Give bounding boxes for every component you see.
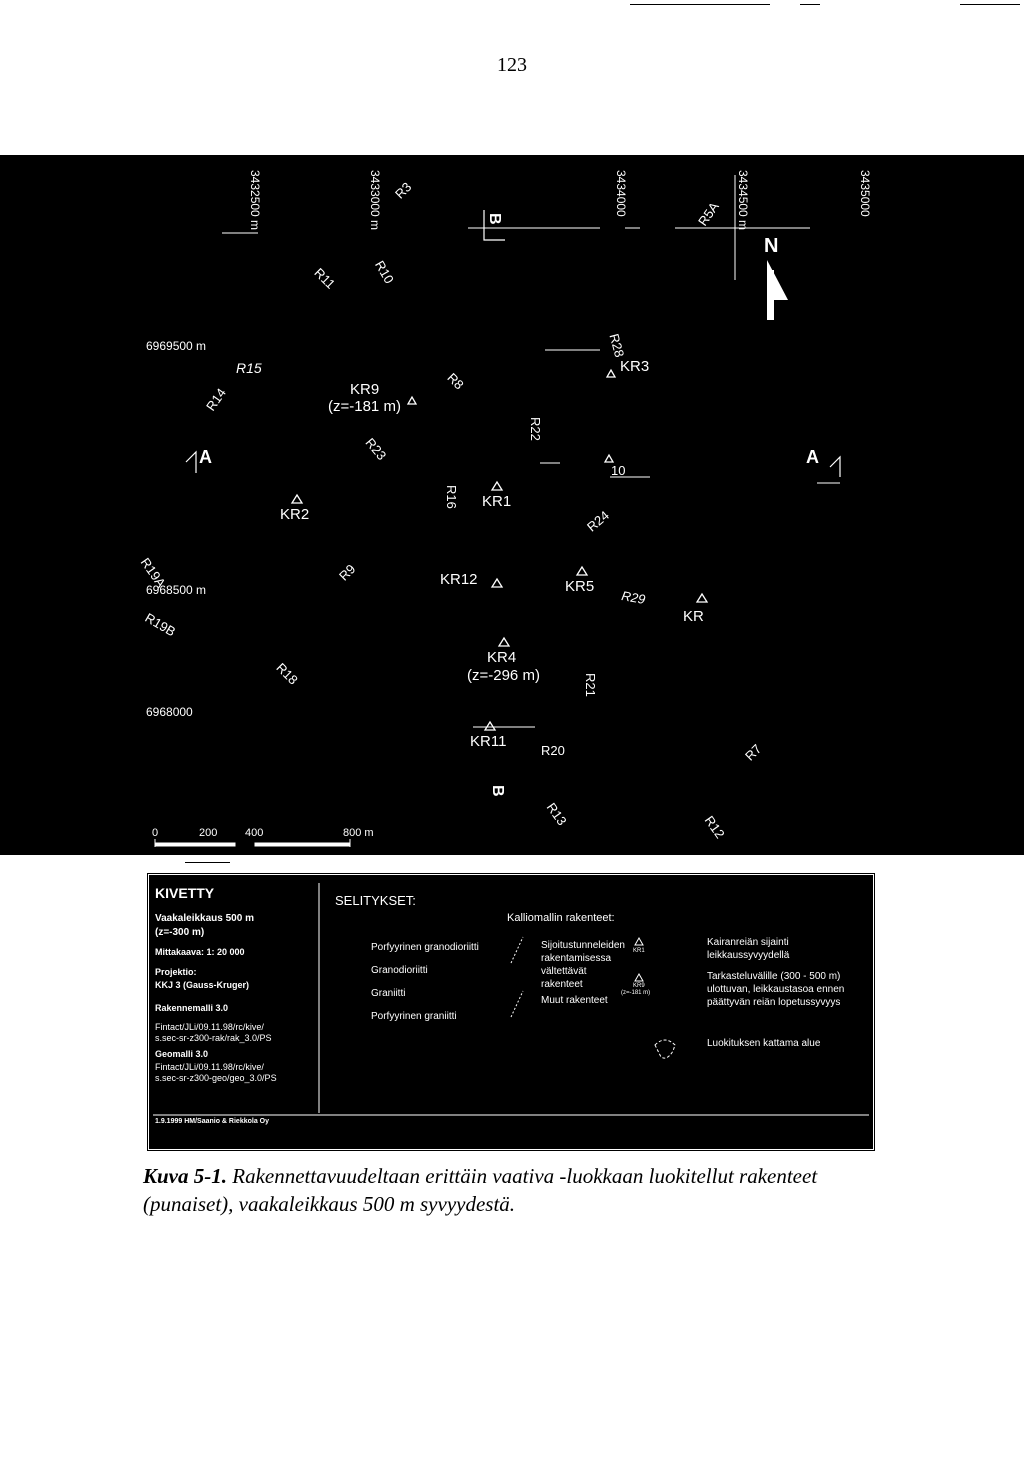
structure-r12: R12 xyxy=(701,813,728,842)
coord-x-1: 3432500 m xyxy=(248,170,262,231)
legend-path2b: s.sec-sr-z300-geo/geo_3.0/PS xyxy=(155,1073,277,1083)
coord-x-3: 3434000 xyxy=(614,170,628,217)
legend-symbol2-line1: Tarkasteluvälille (300 - 500 m) xyxy=(707,971,841,982)
legend-path2a: Fintact/JLi/09.11.98/rc/kive/ xyxy=(155,1062,264,1072)
kr9-triangle-icon xyxy=(408,397,416,404)
legend-title: KIVETTY xyxy=(155,885,215,901)
legend-selitykset: SELITYKSET: xyxy=(335,893,416,908)
structure-r9: R9 xyxy=(336,561,359,584)
borehole-kr9: KR9 xyxy=(350,381,380,398)
legend-rock-2: Granodioriitti xyxy=(371,965,428,976)
structure-r18: R18 xyxy=(273,660,301,688)
coord-y-2: 6968500 m xyxy=(146,583,207,597)
structure-r20: R20 xyxy=(541,743,565,758)
borehole-kr4: KR4 xyxy=(487,649,517,666)
legend-structures-title: Kalliomallin rakenteet: xyxy=(507,912,615,924)
legend-box xyxy=(147,873,875,1151)
legend-symbol2-tag: KR9 xyxy=(633,983,645,989)
legend-struct1-line1: Sijoitustunneleiden xyxy=(541,940,625,951)
section-a-left-arrow-icon xyxy=(186,452,196,473)
coord-y-3: 6968000 xyxy=(146,705,193,719)
kr-b-triangle-icon xyxy=(605,455,613,462)
legend-symbol2-line3: päättyvän reiän lopetussyvyys xyxy=(707,997,841,1008)
north-arrow-icon xyxy=(767,260,788,320)
structure-r3: R3 xyxy=(392,179,415,202)
borehole-kr11: KR11 xyxy=(470,733,507,750)
borehole-kr1: KR1 xyxy=(482,493,512,510)
legend-symbol1-line2: leikkaussyvyydellä xyxy=(707,950,790,961)
legend-rock-1: Porfyyrinen granodioriitti xyxy=(371,942,479,953)
north-label: N xyxy=(764,235,779,257)
caption-text: Rakennettavuudeltaan erittäin vaativa -luokkaan luokitellut rakenteet (punaiset), vaakaleikkaus 500 m syvyydestä. xyxy=(143,1164,818,1216)
structure-r14-legend-icon xyxy=(511,937,523,963)
top-rule-2 xyxy=(800,4,820,5)
legend-rock-4: Porfyyrinen graniitti xyxy=(371,1011,457,1022)
legend-subtitle: Vaakaleikkaus 500 m xyxy=(155,913,254,924)
legend-scale: Mittakaava: 1: 20 000 xyxy=(155,947,245,957)
legend-symbol2-sub: (z=-181 m) xyxy=(621,990,651,996)
kr1-triangle-icon xyxy=(492,482,502,490)
structure-r8: R8 xyxy=(444,370,467,393)
legend-depth: (z=-300 m) xyxy=(155,927,205,938)
legend-path1b: s.sec-sr-z300-rak/rak_3.0/PS xyxy=(155,1033,272,1043)
map-graphics xyxy=(0,155,1024,855)
figure-caption xyxy=(143,1162,883,1218)
borehole-kr: KR xyxy=(683,608,704,625)
section-b-bottom: B xyxy=(489,785,506,797)
legend-symbol2-line2: ulottuvan, leikkaustasoa ennen xyxy=(707,984,845,995)
section-a-left: A xyxy=(199,447,212,467)
structure-r15: R15 xyxy=(236,360,262,376)
kr1-legend-triangle-icon xyxy=(635,938,643,945)
top-rule-1 xyxy=(630,4,770,5)
classified-area-icon xyxy=(655,1040,675,1058)
legend-struct1-line4: rakenteet xyxy=(541,979,583,990)
section-b-top: B xyxy=(486,213,503,225)
scale-0: 0 xyxy=(152,827,159,839)
coord-x-4: 3434500 m xyxy=(736,170,750,231)
borehole-kr5: KR5 xyxy=(565,578,595,595)
structure-r14: R14 xyxy=(203,385,229,414)
structure-r16: R16 xyxy=(444,485,459,509)
legend-struct1-line3: vältettävät xyxy=(541,966,587,977)
structure-r28: R28 xyxy=(606,332,628,359)
legend-symbol3: Luokituksen kattama alue xyxy=(707,1038,821,1049)
structure-r11: R11 xyxy=(311,265,339,292)
legend-symbol1-tag: KR1 xyxy=(633,948,645,954)
legend-project-label: Projektio: xyxy=(155,967,197,977)
kr-triangle-icon xyxy=(697,594,707,602)
structure-r5a: R5A xyxy=(695,199,722,229)
kr3-triangle-icon xyxy=(607,370,615,377)
structure-r22: R22 xyxy=(528,417,543,441)
depth-marker: 10 xyxy=(611,463,626,478)
borehole-kr2: KR2 xyxy=(280,506,310,523)
kr9-legend-triangle-icon xyxy=(635,974,643,981)
kr11-triangle-icon xyxy=(485,722,495,730)
legend-rock-3: Graniitti xyxy=(371,988,406,999)
coord-x-2: 3433000 m xyxy=(368,170,382,231)
kr2-triangle-icon xyxy=(292,495,302,503)
structure-r19b: R19B xyxy=(142,610,179,640)
structure-r21: R21 xyxy=(583,673,598,697)
legend-model2: Geomalli 3.0 xyxy=(155,1049,209,1059)
caption-lead: Kuva 5-1. xyxy=(143,1164,227,1188)
kr4-triangle-icon xyxy=(499,638,509,646)
structure-r2-legend-icon xyxy=(511,991,523,1017)
legend-panel xyxy=(149,875,873,1149)
structure-r23: R23 xyxy=(362,435,390,463)
legend-struct1-line2: rakentamisessa xyxy=(541,953,612,964)
coord-x-5: 3435000 xyxy=(858,170,872,217)
scale-bar xyxy=(155,839,350,847)
borehole-kr9-depth: (z=-181 m) xyxy=(328,398,401,415)
borehole-kr12: KR12 xyxy=(440,571,478,588)
legend-footer: 1.9.1999 HM/Saanio & Riekkola Oy xyxy=(155,1118,269,1125)
coord-y-1: 6969500 m xyxy=(146,339,207,353)
legend-model1: Rakennemalli 3.0 xyxy=(155,1003,229,1013)
legend-path1a: Fintact/JLi/09.11.98/rc/kive/ xyxy=(155,1022,264,1032)
page-number: 123 xyxy=(497,54,527,76)
legend-struct2: Muut rakenteet xyxy=(541,995,608,1006)
scale-200: 200 xyxy=(199,827,218,839)
structure-r7: R7 xyxy=(742,741,765,764)
structure-r19a: R19A xyxy=(137,555,169,591)
structure-r29: R29 xyxy=(620,588,647,607)
kr12-triangle-icon xyxy=(492,579,502,587)
borehole-kr4-depth: (z=-296 m) xyxy=(467,667,540,684)
top-rule-3 xyxy=(960,4,1020,5)
scale-underline xyxy=(185,862,230,863)
legend-symbol1-line1: Kairanreiän sijainti xyxy=(707,937,789,948)
kr5-triangle-icon xyxy=(577,567,587,575)
geological-map xyxy=(0,155,1024,855)
legend-projection: KKJ 3 (Gauss-Kruger) xyxy=(155,980,250,990)
structure-r13: R13 xyxy=(543,800,570,829)
section-a-right: A xyxy=(806,447,819,467)
section-a-right-arrow-icon xyxy=(830,457,840,477)
scale-400: 400 xyxy=(245,827,264,839)
scale-800: 800 m xyxy=(343,827,374,839)
structure-r10: R10 xyxy=(372,258,397,287)
borehole-kr3: KR3 xyxy=(620,358,650,375)
structure-r24: R24 xyxy=(584,507,612,535)
